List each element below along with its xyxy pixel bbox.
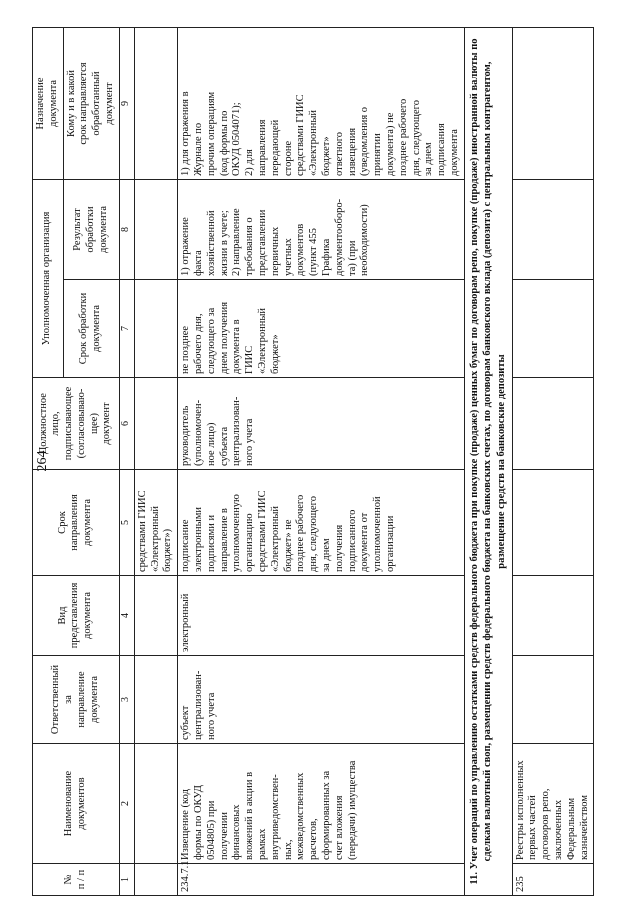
- document-name: Извещение (код формы по ОКУД 0504805) при получении финансовых вложений в акции в рамках внутриведомствен- ных, межведомственных расчетов, сформированных за счет вложения (передачи) имущества: [178, 744, 465, 864]
- section-title: 11. Учет операций по управлению остатками средств федерального бюджета при покупке (продаже) ценных бумаг по договорам репо, покупке (продаже) иностранной валюты по сделкам валютный своп, размещении средств федерального бюджета на банковских счетах, по договорам банковского вклада (депозита) с центральным контрагентом, размещение средств на банковские депозиты: [464, 28, 512, 896]
- table-row: [512, 28, 594, 896]
- col-header-authorized-org: Уполномоченная организация: [33, 180, 64, 378]
- document-name: Реестры исполненных первых частей договоров репо, заключенных Федеральным казначейством: [512, 744, 594, 864]
- signer: руководитель (уполномочен- ное лицо) субъекта централизован- ного учета: [178, 378, 465, 470]
- col-header-num: № п / п: [33, 864, 120, 896]
- form-type: электронный: [178, 576, 465, 656]
- carry-over-row: [134, 28, 177, 896]
- col-number: 7: [119, 280, 134, 378]
- col-header-process-deadline: Срок обработки документа: [63, 280, 119, 378]
- table-row: [178, 28, 465, 896]
- col-header-name: Наименование документов: [33, 744, 120, 864]
- col-number: 4: [119, 576, 134, 656]
- col-header-recipient: Кому и в какой срок направляется обработанный документ: [63, 28, 119, 180]
- col-header-purpose: Назначение документа: [33, 28, 64, 180]
- col-number: 6: [119, 378, 134, 470]
- row-number: 234.7.1: [178, 864, 465, 896]
- column-number-row: [119, 28, 134, 896]
- col-header-signer: Должностное лицо, подписывающее (согласовываю- щее) документ: [33, 378, 120, 470]
- section-row: [464, 28, 512, 896]
- row-number: 235: [512, 864, 594, 896]
- col-header-result: Результат обработки документа: [63, 180, 119, 280]
- col-number: 8: [119, 180, 134, 280]
- process-deadline: не позднее рабочего дня, следующего за днем получения документа в ГИИС «Электронный бюджет»: [178, 280, 465, 378]
- col-number: 1: [119, 864, 134, 896]
- header-row-1: [33, 28, 64, 896]
- col-header-responsible: Ответственный за направление документа: [33, 656, 120, 744]
- col-number: 9: [119, 28, 134, 180]
- recipient: 1) для отражения в Журнале по прочим операциям (код формы по ОКУД 0504071); 2) для направления передающей стороне средствами ГИИС «Электронный бюджет» ответного извещения (уведомления о принятии документа) не позднее рабочего дня, следующего за днем подписания документа: [178, 28, 465, 180]
- col-header-deadline: Срок направления документа: [33, 470, 120, 576]
- send-deadline: подписание электронными подписями и направление в уполномоченную организацию средствами ГИИС «Электронный бюджет» не позднее рабочего дня, следующего за днем получения подписанного документа от уполномоченной организации: [178, 470, 465, 576]
- col-header-form: Вид представления документа: [33, 576, 120, 656]
- document-table: [32, 27, 594, 896]
- col-number: 2: [119, 744, 134, 864]
- col-number: 5: [119, 470, 134, 576]
- responsible: субъект централизован- ного учета: [178, 656, 465, 744]
- rotated-page: [32, 28, 607, 896]
- col-number: 3: [119, 656, 134, 744]
- process-result: 1) отражение факта хозяйственной жизни в учете; 2) направление требования о представлении первичных учетных документов (пункт 455 Графика документооборо- та) (при необходимости): [178, 180, 465, 280]
- carry-deadline: средствами ГИИС «Электронный бюджет»): [134, 470, 177, 576]
- page-number: 264: [35, 450, 50, 472]
